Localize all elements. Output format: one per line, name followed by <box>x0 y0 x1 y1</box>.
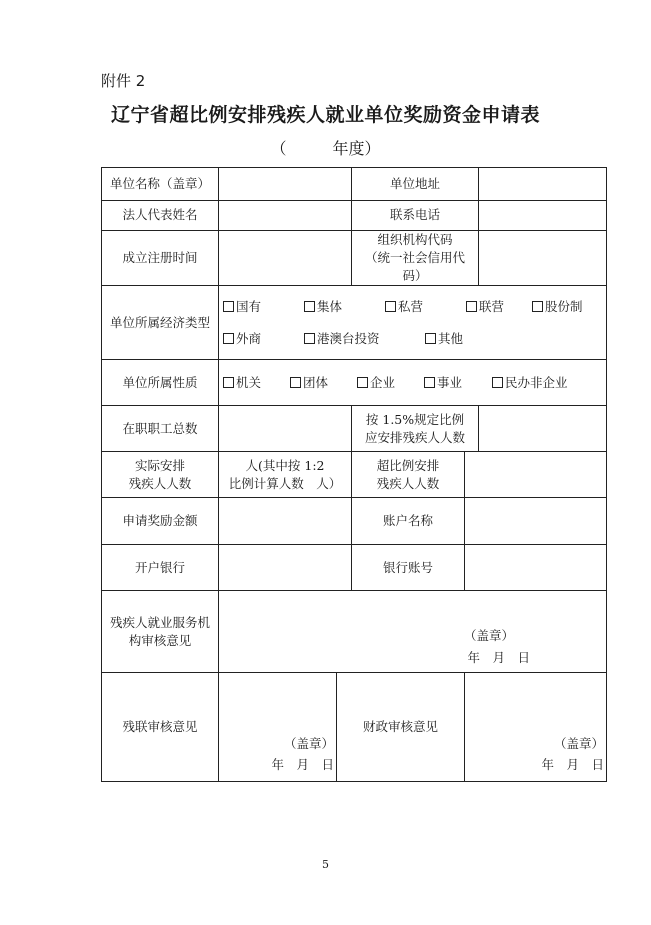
total-staff-value[interactable] <box>219 406 352 452</box>
nature-option[interactable] <box>357 374 424 392</box>
excess-label <box>352 452 465 498</box>
checkbox-icon[interactable] <box>425 333 436 344</box>
econ-type-option-label: 港澳台投资 <box>317 330 380 346</box>
year-line <box>0 136 651 159</box>
econ-type-option[interactable] <box>223 330 304 348</box>
econ-type-label: 单位所属经济类型 <box>102 286 219 360</box>
org-code-label <box>352 231 479 286</box>
row-legal-rep <box>102 201 607 231</box>
row-nature <box>102 360 607 406</box>
finance-seal-stamp: （盖章） <box>554 736 605 752</box>
excess-line2: 残疾人人数 <box>376 475 440 491</box>
account-name-label: 账户名称 <box>352 498 465 545</box>
bank-label: 开户银行 <box>102 545 219 591</box>
row-total-staff <box>102 406 607 452</box>
econ-type-option-label: 其他 <box>438 330 464 346</box>
econ-type-options <box>219 286 607 360</box>
econ-type-option[interactable] <box>385 298 466 316</box>
checkbox-icon[interactable] <box>466 301 477 312</box>
row-service-review <box>102 591 607 673</box>
nature-option[interactable] <box>492 374 582 392</box>
cdpf-review-value[interactable] <box>219 673 337 782</box>
quota-value[interactable] <box>479 406 607 452</box>
total-staff-label: 在职职工总数 <box>102 406 219 452</box>
actual-note-line2: 比例计算人数 人） <box>228 475 342 491</box>
row-amount <box>102 498 607 545</box>
actual-label <box>102 452 219 498</box>
bank-account-value[interactable] <box>465 545 607 591</box>
amount-label: 申请奖励金额 <box>102 498 219 545</box>
nature-option[interactable] <box>290 374 357 392</box>
econ-type-option[interactable] <box>304 298 385 316</box>
phone-value[interactable] <box>479 201 607 231</box>
service-review-line2: 构审核意见 <box>128 632 192 648</box>
checkbox-icon[interactable] <box>357 377 368 388</box>
service-review-value[interactable] <box>219 591 607 673</box>
checkbox-icon[interactable] <box>532 301 543 312</box>
actual-line2: 残疾人人数 <box>128 475 192 491</box>
quota-line2: 应安排残疾人人数 <box>365 429 466 445</box>
checkbox-icon[interactable] <box>290 377 301 388</box>
quota-label <box>352 406 479 452</box>
bank-value[interactable] <box>219 545 352 591</box>
checkbox-icon[interactable] <box>304 301 315 312</box>
org-code-value[interactable] <box>479 231 607 286</box>
nature-label: 单位所属性质 <box>102 360 219 406</box>
actual-value[interactable] <box>219 452 352 498</box>
legal-rep-label: 法人代表姓名 <box>102 201 219 231</box>
form-title: 辽宁省超比例安排残疾人就业单位奖励资金申请表 <box>110 104 540 126</box>
service-review-label <box>102 591 219 673</box>
nature-option[interactable] <box>424 374 492 392</box>
reg-time-label: 成立注册时间 <box>102 231 219 286</box>
reg-time-value[interactable] <box>219 231 352 286</box>
row-econ-type <box>102 286 607 360</box>
checkbox-icon[interactable] <box>385 301 396 312</box>
nature-options <box>219 360 607 406</box>
econ-type-option-label: 私营 <box>398 298 424 314</box>
econ-type-option-label: 股份制 <box>545 298 583 314</box>
amount-value[interactable] <box>219 498 352 545</box>
service-review-line1: 残疾人就业服务机 <box>109 614 210 630</box>
unit-name-value[interactable] <box>219 168 352 201</box>
cdpf-seal-date: 年 月 日 <box>271 757 334 773</box>
org-code-line1: 组织机构代码 <box>377 232 453 247</box>
row-unit-name <box>102 168 607 201</box>
quota-line1: 按 1.5%规定比例 <box>365 411 465 427</box>
unit-address-value[interactable] <box>479 168 607 201</box>
application-form-table <box>101 167 607 782</box>
row-reg-time <box>102 231 607 286</box>
unit-address-label: 单位地址 <box>352 168 479 201</box>
econ-type-option-label: 外商 <box>236 330 262 346</box>
excess-line1: 超比例安排 <box>376 457 440 473</box>
unit-name-label: 单位名称（盖章） <box>102 168 219 201</box>
checkbox-icon[interactable] <box>223 333 234 344</box>
econ-type-option[interactable] <box>304 330 425 348</box>
finance-review-value[interactable] <box>465 673 607 782</box>
econ-type-option-label: 集体 <box>317 298 343 314</box>
nature-option-label: 事业 <box>437 374 463 390</box>
nature-option-label: 机关 <box>236 374 262 390</box>
service-seal-stamp: （盖章） <box>464 628 515 644</box>
checkbox-icon[interactable] <box>304 333 315 344</box>
econ-type-option[interactable] <box>425 330 505 348</box>
page-number: 5 <box>322 858 329 871</box>
year-open-paren: （ <box>270 139 287 158</box>
econ-type-option[interactable] <box>223 298 304 316</box>
econ-type-option[interactable] <box>466 298 532 316</box>
row-bank <box>102 545 607 591</box>
legal-rep-value[interactable] <box>219 201 352 231</box>
phone-label: 联系电话 <box>352 201 479 231</box>
econ-type-option[interactable] <box>532 298 602 316</box>
checkbox-icon[interactable] <box>223 377 234 388</box>
cdpf-seal-stamp: （盖章） <box>283 736 334 752</box>
org-code-line2: （统一社会信用代码） <box>365 250 466 284</box>
nature-option-label: 企业 <box>370 374 396 390</box>
nature-option[interactable] <box>223 374 290 392</box>
cdpf-review-label: 残联审核意见 <box>102 673 219 782</box>
account-name-value[interactable] <box>465 498 607 545</box>
nature-option-label: 团体 <box>303 374 329 390</box>
econ-type-option-label: 联营 <box>479 298 505 314</box>
checkbox-icon[interactable] <box>424 377 435 388</box>
nature-option-label: 民办非企业 <box>505 374 568 390</box>
row-review <box>102 673 607 782</box>
finance-review-label: 财政审核意见 <box>337 673 465 782</box>
attachment-label: 附件 2 <box>101 72 146 90</box>
actual-line1: 实际安排 <box>134 457 185 473</box>
econ-type-option-label: 国有 <box>236 298 262 314</box>
finance-seal-date: 年 月 日 <box>541 757 605 773</box>
checkbox-icon[interactable] <box>492 377 503 388</box>
year-label: 年度） <box>332 139 381 158</box>
checkbox-icon[interactable] <box>223 301 234 312</box>
row-actual <box>102 452 607 498</box>
service-seal-date: 年 月 日 <box>467 650 531 666</box>
bank-account-label: 银行账号 <box>352 545 465 591</box>
excess-value[interactable] <box>465 452 607 498</box>
actual-note-line1: 人(其中按 1:2 <box>245 457 325 473</box>
